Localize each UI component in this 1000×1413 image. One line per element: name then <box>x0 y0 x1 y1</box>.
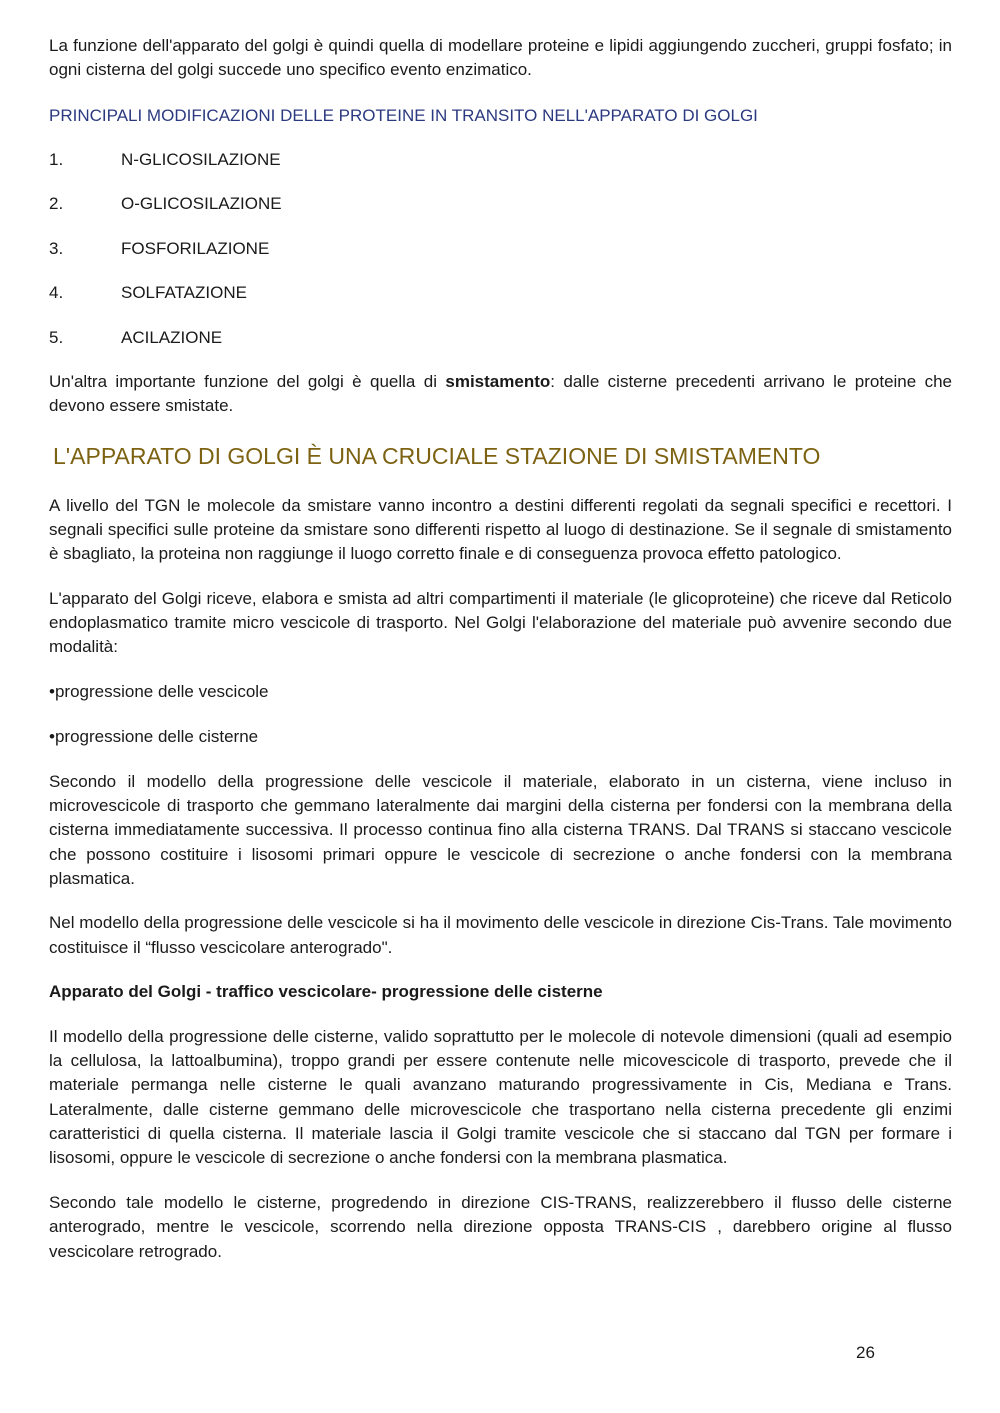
cisterna-progression-heading: Apparato del Golgi - traffico vescicolare- progressione delle cisterne <box>49 982 603 1002</box>
bullet-vescicole: •progressione delle vescicole <box>49 682 269 702</box>
list-item <box>49 281 952 305</box>
modifications-list <box>49 148 952 350</box>
list-item <box>49 237 952 261</box>
smistamento-text-before: Un'altra importante funzione del golgi è quella di <box>49 372 446 392</box>
smistamento-paragraph <box>49 370 952 419</box>
cisterna-model-paragraph: Il modello della progressione delle cisterne, valido soprattutto per le molecole di notevole dimensioni (quali ad esempio la cellulosa, la lattoalbumina), troppo grandi per essere contenute nelle micovescicole di trasporto, prevede che il materiale permanga nelle cisterne le quali avanzano maturando progressivamente in Cis, Mediana e Trans. Lateralmente, dalle cisterne gemmano delle microvescicole che trasportano nella cisterna precedente gli enzimi caratteristici di quella cisterna. Il materiale lascia il Golgi tramite vescicole che si staccano dal TGN per formare i lisosomi, oppure le vescicole di secrezione o anche fondersi con la membrana plasmatica. <box>49 1026 952 1168</box>
list-item <box>49 192 952 216</box>
intro-paragraph: La funzione dell'apparato del golgi è quindi quella di modellare proteine e lipidi aggiungendo zuccheri, gruppi fosfato; in ogni cisterna del golgi succede uno specifico evento enzimatico. <box>49 36 952 80</box>
list-item-label: N-GLICOSILAZIONE <box>121 149 281 169</box>
list-item-label: ACILAZIONE <box>121 327 223 347</box>
golgi-receives-paragraph: L'apparato del Golgi riceve, elabora e smista ad altri compartimenti il materiale (le glicoproteine) che riceve dal Reticolo endoplasmatico tramite micro vescicole di trasporto. Nel Golgi l'elaborazione del materiale può avvenire secondo due modalità: <box>49 588 952 657</box>
list-item-number: 2. <box>49 194 64 214</box>
tgn-paragraph: A livello del TGN le molecole da smistare vanno incontro a destini differenti regolati da segnali specifici e recettori. I segnali specifici sulle proteine da smistare sono differenti rispetto al luogo di destinazione. Se il segnale di smistamento è sbagliato, la proteina non raggiunge il luogo corretto finale e di conseguenza provoca effetto patologico. <box>49 495 952 564</box>
list-item <box>49 148 952 172</box>
list-item-number: 1. <box>49 149 64 169</box>
smistamento-text-after: : dalle cisterne precedenti arrivano le proteine che devono essere smistate. <box>49 372 953 416</box>
anterograde-flow-paragraph: Nel modello della progressione delle vescicole si ha il movimento delle vescicole in direzione Cis-Trans. Tale movimento costituisce il “flusso vescicolare anterogrado". <box>49 913 952 957</box>
retrograde-flow-paragraph: Secondo tale modello le cisterne, progredendo in direzione CIS-TRANS, realizzerebbero il flusso delle cisterne anterogrado, mentre le vescicole, scorrendo nella direzione opposta TRANS-CIS , darebbero origine al flusso vescicolare retrogrado. <box>49 1192 952 1261</box>
section-heading: L'APPARATO DI GOLGI È UNA CRUCIALE STAZIONE DI SMISTAMENTO <box>53 442 821 469</box>
bullet-cisterne: •progressione delle cisterne <box>49 726 259 746</box>
modifications-heading: PRINCIPALI MODIFICAZIONI DELLE PROTEINE IN TRANSITO NELL'APPARATO DI GOLGI <box>49 105 758 125</box>
list-item-number: 4. <box>49 283 64 303</box>
page-number: 26 <box>856 1343 875 1362</box>
list-item-number: 5. <box>49 327 64 347</box>
vesicle-model-paragraph: Secondo il modello della progressione delle vescicole il materiale, elaborato in un cisterna, viene incluso in microvescicole di trasporto che gemmano lateralmente dai margini della cisterna per fondersi con la membrana della cisterna immediatamente successiva. Il processo continua fino alla cisterna TRANS. Dal TRANS si staccano vescicole che possono costituire i lisosomi primari oppure le vescicole di secrezione o anche fondersi con la membrana plasmatica. <box>49 771 952 888</box>
smistamento-bold-term: smistamento <box>445 372 551 392</box>
document-page <box>49 34 952 1284</box>
list-item <box>49 326 952 350</box>
list-item-number: 3. <box>49 238 64 258</box>
list-item-label: FOSFORILAZIONE <box>121 238 270 258</box>
list-item-label: SOLFATAZIONE <box>121 283 247 303</box>
list-item-label: O-GLICOSILAZIONE <box>121 194 282 214</box>
